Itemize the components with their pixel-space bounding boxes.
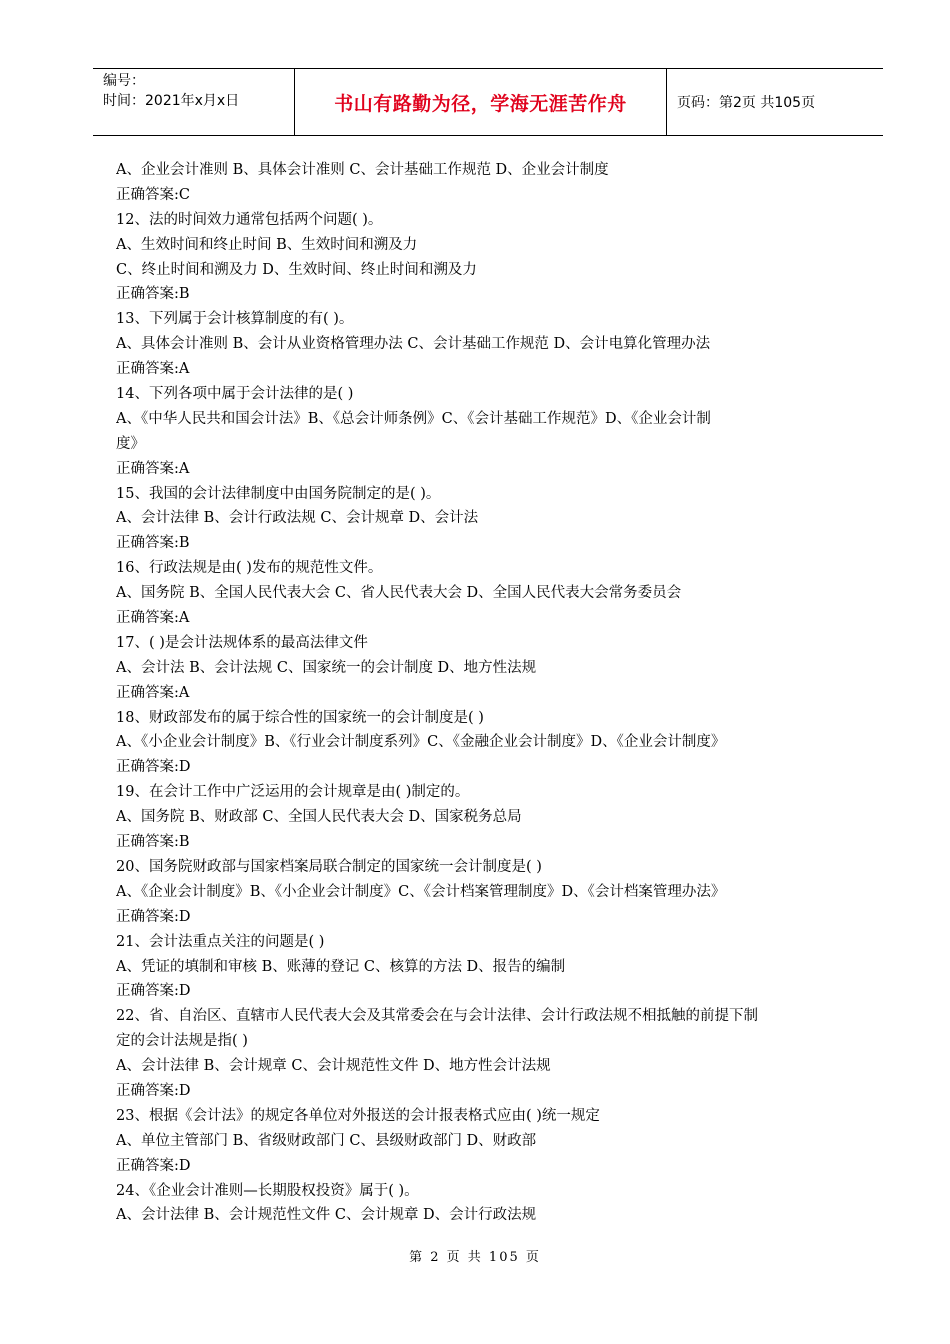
text-line: A、会计法律 B、会计规范性文件 C、会计规章 D、会计行政法规	[116, 1207, 537, 1224]
text-line: A、单位主管部门 B、省级财政部门 C、县级财政部门 D、财政部	[116, 1132, 537, 1149]
text-line: 正确答案:D	[116, 1157, 191, 1174]
text-line: A、会计法律 B、会计行政法规 C、会计规章 D、会计法	[116, 510, 479, 527]
text-line: C、终止时间和溯及力 D、生效时间、终止时间和溯及力	[116, 261, 477, 278]
text-line: 16、行政法规是由( )发布的规范性文件。	[116, 560, 383, 577]
text-line: 正确答案:B	[116, 286, 190, 303]
text-line: 正确答案:A	[116, 460, 190, 477]
text-line: A、《小企业会计制度》B、《行业会计制度系列》C、《金融企业会计制度》D、《企业会计制度》	[116, 734, 726, 751]
text-line: A、生效时间和终止时间 B、生效时间和溯及力	[116, 236, 418, 253]
text-line: 17、( )是会计法规体系的最高法律文件	[116, 634, 368, 651]
text-line: 15、我国的会计法律制度中由国务院制定的是( )。	[116, 485, 441, 502]
text-line: 正确答案:A	[116, 361, 190, 378]
text-line: 正确答案:C	[116, 186, 190, 203]
text-line: 正确答案:B	[116, 535, 190, 552]
text-line: 正确答案:D	[116, 1082, 191, 1099]
text-line: 正确答案:D	[116, 983, 191, 1000]
text-line: A、会计法 B、会计法规 C、国家统一的会计制度 D、地方性法规	[116, 659, 537, 676]
text-line: 18、财政部发布的属于综合性的国家统一的会计制度是( )	[116, 709, 484, 726]
text-line: 24、《企业会计准则—长期股权投资》属于( )。	[116, 1182, 419, 1199]
text-line: 正确答案:A	[116, 684, 190, 701]
text-line: A、国务院 B、全国人民代表大会 C、省人民代表大会 D、全国人民代表大会常务委员会	[116, 585, 682, 602]
text-line: 定的会计法规是指( )	[116, 1033, 248, 1050]
text-line: 正确答案:B	[116, 834, 190, 851]
text-line: A、《企业会计制度》B、《小企业会计制度》C、《会计档案管理制度》D、《会计档案管理办法》	[116, 883, 726, 900]
page-header	[93, 68, 883, 136]
text-line: 12、法的时间效力通常包括两个问题( )。	[116, 211, 383, 228]
page-footer: 第 2 页 共 105 页	[409, 1250, 541, 1265]
text-line: 度》	[116, 435, 145, 452]
text-line: 正确答案:A	[116, 610, 190, 627]
text-line: 14、下列各项中属于会计法律的是( )	[116, 386, 354, 403]
text-line: 23、根据《会计法》的规定各单位对外报送的会计报表格式应由( )统一规定	[116, 1107, 600, 1124]
text-line: A、《中华人民共和国会计法》B、《总会计师条例》C、《会计基础工作规范》D、《企业会计制	[116, 410, 711, 427]
text-line: 20、国务院财政部与国家档案局联合制定的国家统一会计制度是( )	[116, 858, 542, 875]
header-motto: 书山有路勤为径，学海无涯苦作舟	[295, 69, 667, 135]
text-line: A、国务院 B、财政部 C、全国人民代表大会 D、国家税务总局	[116, 809, 522, 826]
text-line: A、凭证的填制和审核 B、账薄的登记 C、核算的方法 D、报告的编制	[116, 958, 566, 975]
text-line: 22、省、自治区、直辖市人民代表大会及其常委会在与会计法律、会计行政法规不相抵触的前提下制	[116, 1008, 758, 1025]
text-line: 正确答案:D	[116, 759, 191, 776]
text-line: 19、在会计工作中广泛运用的会计规章是由( )制定的。	[116, 784, 470, 801]
header-page-number: 页码：第2页 共105页	[677, 95, 816, 111]
text-line: 正确答案:D	[116, 908, 191, 925]
document-time-label: 时间：2021年x月x日	[103, 93, 240, 109]
document-body	[116, 158, 861, 1228]
text-line: A、具体会计准则 B、会计从业资格管理办法 C、会计基础工作规范 D、会计电算化管理办法	[116, 336, 711, 353]
text-line: A、会计法律 B、会计规章 C、会计规范性文件 D、地方性会计法规	[116, 1058, 551, 1075]
header-info-cell	[93, 69, 295, 135]
text-line: 21、会计法重点关注的问题是( )	[116, 933, 325, 950]
document-number-label: 编号：	[103, 73, 145, 89]
text-line: A、企业会计准则 B、具体会计准则 C、会计基础工作规范 D、企业会计制度	[116, 162, 609, 178]
text-line: 13、下列属于会计核算制度的有( )。	[116, 311, 354, 328]
